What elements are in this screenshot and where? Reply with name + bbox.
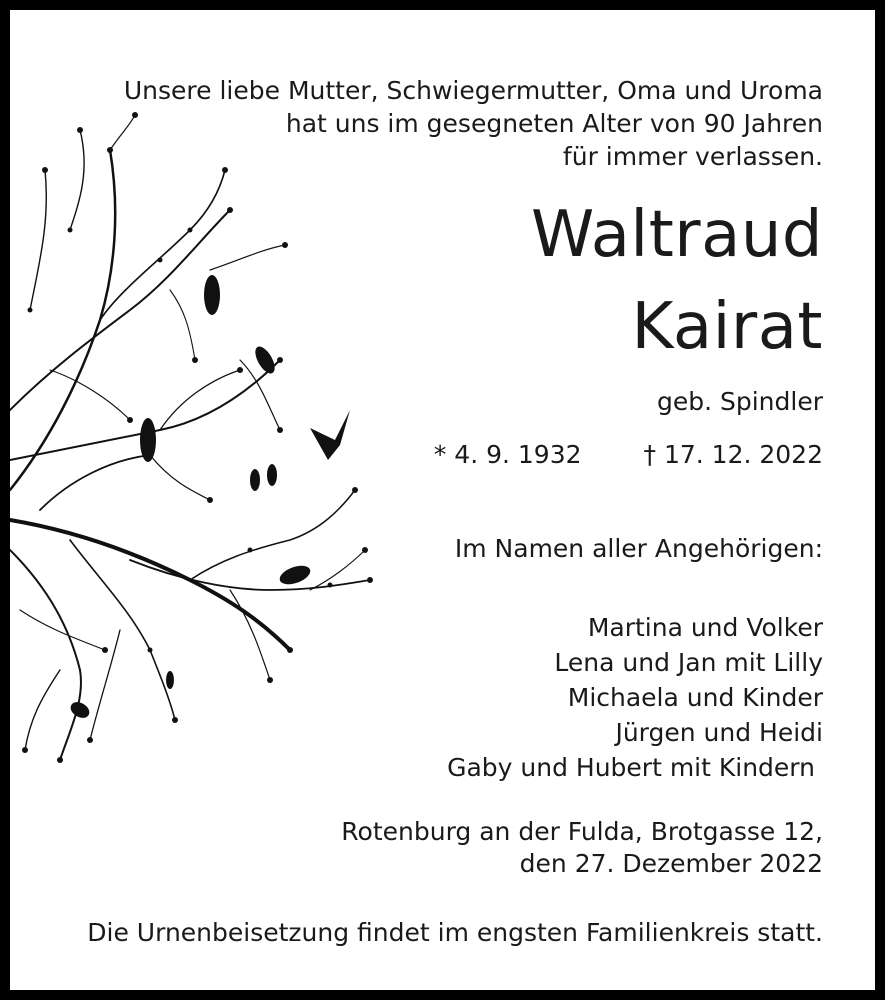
death-date: † 17. 12. 2022 [643,440,823,469]
deceased-last-name: Kairat [631,290,823,364]
tree-with-birds-illustration [10,110,380,780]
burial-note: Die Urnenbeisetzung findet im engsten Familienkreis statt. [87,918,823,947]
family-member: Gaby und Hubert mit Kindern [447,753,815,782]
family-member: Martina und Volker [587,613,823,642]
intro-line: hat uns im gesegneten Alter von 90 Jahren [285,109,823,138]
family-member: Michaela und Kinder [567,683,823,712]
family-intro: Im Namen aller Angehörigen: [454,534,823,563]
intro-line: Unsere liebe Mutter, Schwiegermutter, Oma und Uroma [123,76,823,105]
birth-date: * 4. 9. 1932 [433,440,582,469]
family-member: Lena und Jan mit Lilly [554,648,823,677]
address-line: Rotenburg an der Fulda, Brotgasse 12, [341,817,823,846]
intro-text [124,74,823,173]
birth-name: geb. Spindler [656,387,823,416]
place-and-date [341,816,823,880]
obituary-notice [10,10,875,990]
life-dates [434,440,823,469]
family-list [447,610,823,785]
deceased-first-name: Waltraud [531,198,823,272]
family-member: Jürgen und Heidi [615,718,823,747]
intro-line: für immer verlassen. [562,142,823,171]
date-line: den 27. Dezember 2022 [519,849,823,878]
